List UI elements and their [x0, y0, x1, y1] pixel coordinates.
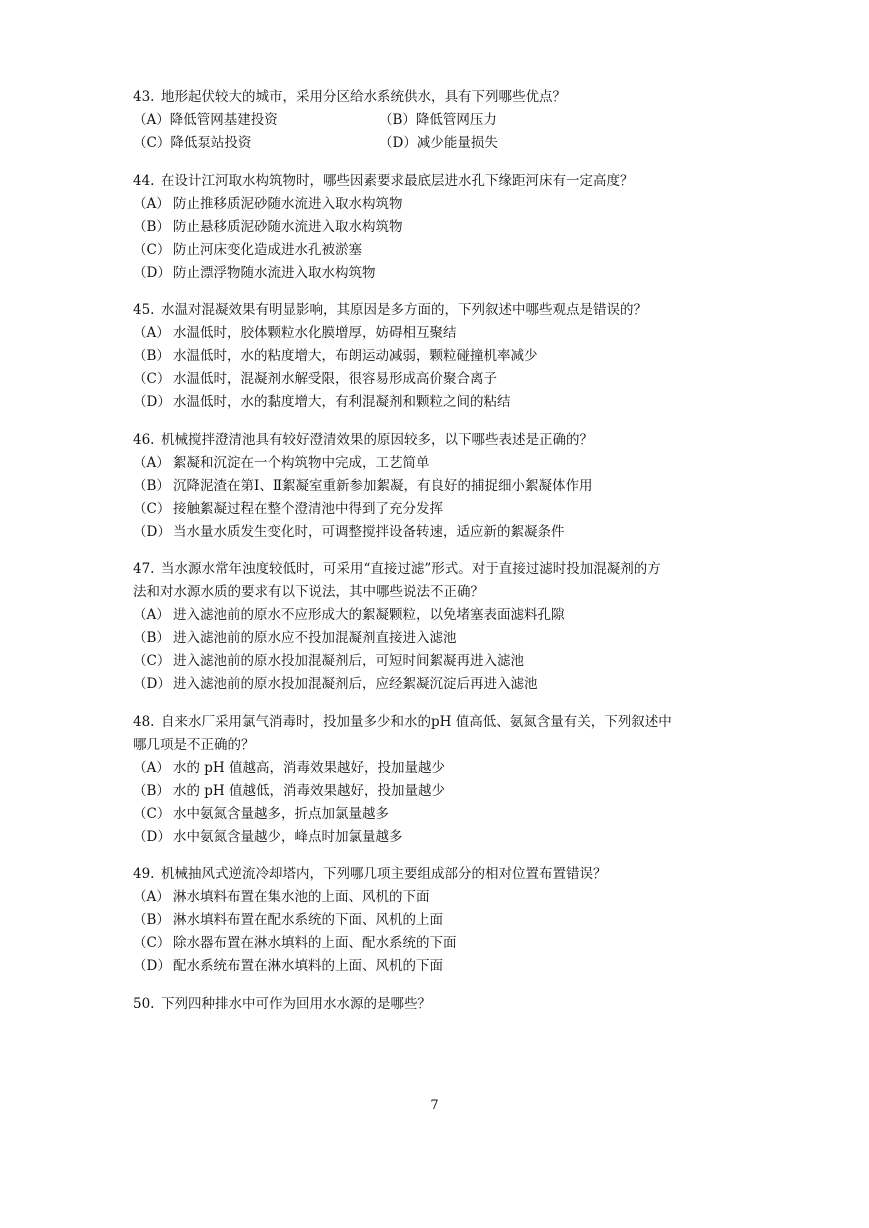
option-text: 水的 pH 值越高，消毒效果越好，投加量越少 — [173, 759, 445, 776]
option-text: 进入滤池前的原水应不投加混凝剂直接进入滤池 — [173, 630, 457, 646]
option-d — [133, 391, 743, 414]
option-label: （A） — [133, 325, 170, 341]
question-stem-line — [133, 734, 743, 757]
option-label: （D） — [133, 958, 171, 974]
option-b — [133, 216, 743, 239]
question-text: 法和对水源水质的要求有以下说法，其中哪些说法不正确？ — [133, 584, 484, 600]
option-label: （B） — [133, 912, 170, 928]
option-text: 水温低时，水的粘度增大，布朗运动减弱，颗粒碰撞机率减少 — [173, 348, 538, 364]
question-45 — [133, 299, 743, 414]
question-number: 48. — [133, 713, 155, 730]
option-label: （D） — [133, 523, 171, 540]
option-b — [133, 627, 743, 650]
option-label: （D） — [133, 676, 171, 692]
option-label: （A） — [133, 454, 170, 471]
option-label: （C） — [133, 935, 171, 951]
option-c — [133, 932, 743, 955]
option-text: 当水量水质发生变化时，可调整搅拌设备转速，适应新的絮凝条件 — [173, 523, 565, 540]
option-label: （B） — [379, 112, 416, 128]
option-text: 水的 pH 值越低，消毒效果越好，投加量越少 — [173, 782, 445, 799]
question-text: 自来水厂采用氯气消毒时，投加量多少和水的pH 值高低、氨氮含量有关，下列叙述中 — [161, 713, 672, 730]
option-text: 降低泵站投资 — [170, 135, 252, 151]
page-number: 7 — [430, 1098, 439, 1113]
option-c — [133, 650, 743, 673]
option-label: （A） — [133, 759, 170, 776]
question-number: 44. — [133, 172, 155, 189]
question-number: 47. — [133, 561, 155, 577]
question-47 — [133, 558, 743, 696]
option-d — [133, 826, 743, 849]
question-stem-line — [133, 711, 743, 734]
option-text: 减少能量损失 — [416, 135, 498, 151]
question-number: 45. — [133, 302, 155, 318]
option-text: 水中氨氮含量越多，折点加氯量越多 — [173, 805, 389, 822]
option-b — [133, 909, 743, 932]
option-c — [133, 132, 379, 155]
option-c — [133, 239, 743, 262]
question-stem-line — [133, 993, 743, 1016]
option-text: 进入滤池前的原水投加混凝剂后，可短时间絮凝再进入滤池 — [173, 653, 524, 669]
option-b — [133, 345, 743, 368]
question-stem-line — [133, 558, 743, 581]
question-text: 当水源水常年浊度较低时，可采用“直接过滤”形式。对于直接过滤时投加混凝剂的方 — [161, 561, 661, 577]
option-label: （D） — [379, 135, 417, 151]
option-d — [133, 955, 743, 978]
option-label: （A） — [133, 607, 170, 623]
option-d — [379, 132, 625, 155]
question-number: 46. — [133, 431, 155, 448]
option-label: （C） — [133, 805, 171, 822]
option-row — [133, 109, 743, 132]
question-text: 地形起伏较大的城市，采用分区给水系统供水，具有下列哪些优点？ — [161, 89, 566, 105]
option-d — [133, 521, 743, 544]
question-number: 43. — [133, 89, 155, 105]
question-text: 下列四种排水中可作为回用水水源的是哪些？ — [161, 995, 431, 1012]
question-49 — [133, 863, 743, 978]
option-text: 除水器布置在淋水填料的上面、配水系统的下面 — [173, 935, 457, 951]
option-d — [133, 262, 743, 285]
option-c — [133, 498, 743, 521]
option-text: 进入滤池前的原水不应形成大的絮凝颗粒，以免堵塞表面滤料孔隙 — [173, 607, 565, 623]
question-stem-line — [133, 863, 743, 886]
option-text: 配水系统布置在淋水填料的上面、风机的下面 — [173, 958, 443, 974]
option-a — [133, 886, 743, 909]
option-label: （C） — [133, 135, 171, 151]
option-label: （A） — [133, 112, 170, 128]
question-text: 机械搅拌澄清池具有较好澄清效果的原因较多，以下哪些表述是正确的？ — [161, 431, 593, 448]
option-a — [133, 604, 743, 627]
question-text: 水温对混凝效果有明显影响，其原因是多方面的，下列叙述中哪些观点是错误的？ — [161, 302, 647, 318]
question-43 — [133, 86, 743, 155]
option-text: 防止河床变化造成进水孔被淤塞 — [173, 241, 362, 258]
option-a — [133, 322, 743, 345]
option-a — [133, 193, 743, 216]
option-text: 水温低时，混凝剂水解受限，很容易形成高价聚合离子 — [173, 371, 497, 387]
option-text: 接触絮凝过程在整个澄清池中得到了充分发挥 — [173, 500, 443, 517]
option-text: 沉降泥渣在第Ⅰ、Ⅱ絮凝室重新参加絮凝，有良好的捕捉细小絮凝体作用 — [173, 477, 593, 494]
option-text: 水温低时，水的黏度增大，有利混凝剂和颗粒之间的粘结 — [173, 394, 511, 410]
question-46 — [133, 429, 743, 544]
question-text: 机械抽风式逆流冷却塔内，下列哪几项主要组成部分的相对位置布置错误？ — [161, 866, 607, 882]
option-a — [133, 452, 743, 475]
question-50 — [133, 993, 743, 1016]
option-a — [133, 109, 379, 132]
option-text: 防止漂浮物随水流进入取水构筑物 — [173, 264, 376, 281]
option-text: 降低管网基建投资 — [169, 112, 278, 128]
question-stem-line — [133, 429, 743, 452]
question-text: 在设计江河取水构筑物时，哪些因素要求最底层进水孔下缘距河床有一定高度？ — [161, 172, 634, 189]
question-stem-line — [133, 86, 743, 109]
option-c — [133, 803, 743, 826]
option-text: 淋水填料布置在配水系统的下面、风机的上面 — [173, 912, 443, 928]
option-b — [133, 780, 743, 803]
option-label: （D） — [133, 264, 171, 281]
option-label: （C） — [133, 241, 171, 258]
option-label: （A） — [133, 889, 170, 905]
question-list — [133, 86, 743, 1030]
option-label: （D） — [133, 394, 171, 410]
option-text: 防止悬移质泥砂随水流进入取水构筑物 — [173, 218, 403, 235]
question-stem-line — [133, 299, 743, 322]
option-label: （B） — [133, 782, 170, 799]
option-d — [133, 673, 743, 696]
option-label: （B） — [133, 218, 170, 235]
option-text: 絮凝和沉淀在一个构筑物中完成，工艺简单 — [173, 454, 430, 471]
question-44 — [133, 170, 743, 285]
option-label: （B） — [133, 348, 170, 364]
question-48 — [133, 711, 743, 849]
option-text: 水温低时，胶体颗粒水化膜增厚，妨碍相互聚结 — [173, 325, 457, 341]
question-text: 哪几项是不正确的？ — [133, 736, 255, 753]
option-text: 降低管网压力 — [415, 112, 497, 128]
option-label: （B） — [133, 630, 170, 646]
question-stem-line — [133, 581, 743, 604]
option-text: 淋水填料布置在集水池的上面、风机的下面 — [173, 889, 430, 905]
option-row — [133, 132, 743, 155]
option-text: 防止推移质泥砂随水流进入取水构筑物 — [173, 195, 403, 212]
question-number: 49. — [133, 866, 155, 882]
option-b — [133, 475, 743, 498]
option-label: （C） — [133, 371, 171, 387]
option-a — [133, 757, 743, 780]
option-label: （D） — [133, 828, 171, 845]
option-label: （B） — [133, 477, 170, 494]
question-number: 50. — [133, 995, 155, 1012]
option-b — [379, 109, 625, 132]
question-stem-line — [133, 170, 743, 193]
option-text: 水中氨氮含量越少，峰点时加氯量越多 — [173, 828, 403, 845]
option-label: （C） — [133, 500, 171, 517]
option-text: 进入滤池前的原水投加混凝剂后，应经絮凝沉淀后再进入滤池 — [173, 676, 538, 692]
option-label: （C） — [133, 653, 171, 669]
option-c — [133, 368, 743, 391]
option-label: （A） — [133, 195, 170, 212]
